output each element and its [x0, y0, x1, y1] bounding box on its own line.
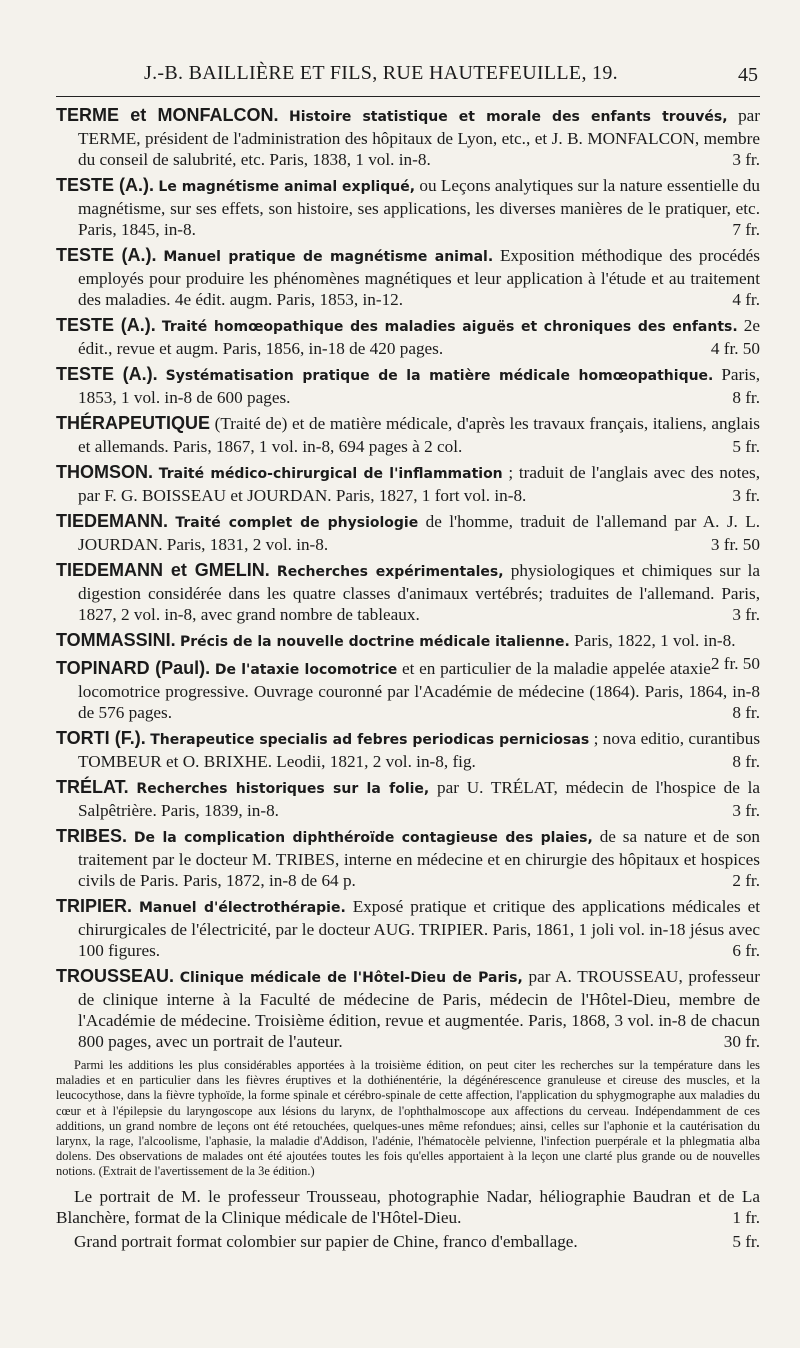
entry-text: (Traité de) et de matière médicale, d'après les travaux français, italiens, anglais et allemands. Paris, 1867, 1 vol. in-8, 694 pages à 2 col. — [78, 414, 760, 456]
catalog-entry — [56, 511, 760, 555]
grand-portrait-text: Grand portrait format colombier sur papier de Chine, franco d'emballage. — [74, 1231, 578, 1251]
portrait-offer — [56, 1186, 760, 1228]
entry-author: TOMMASSINI. — [56, 630, 176, 650]
entry-title: Traité homœopathique des maladies aiguës et chroniques des enfants. — [161, 319, 738, 335]
catalog-entry — [56, 966, 760, 1052]
catalog-entry — [56, 105, 760, 170]
entry-text: Exposition méthodique des procédés employés pour produire les phénomènes magnétiques et leur application à l'étude et au traitement des maladies. 4e édit. augm. Paris, 1853, in-12. — [78, 246, 760, 309]
entry-price: 4 fr. 50 — [710, 339, 760, 358]
entry-title: Recherches expérimentales, — [276, 564, 504, 580]
entry-title: Traité médico-chirurgical de l'inflammation — [158, 466, 503, 482]
portrait-price: 1 fr. — [732, 1207, 760, 1227]
catalog-entry — [56, 364, 760, 408]
entry-price: 3 fr. — [732, 605, 760, 624]
entry-price: 2 fr. 50 — [710, 654, 760, 673]
portrait-text: Le portrait de M. le professeur Trousseau, photographie Nadar, héliographie Baudran et de La Blanchère, format de la Clinique médicale de l'Hôtel-Dieu. — [56, 1186, 760, 1227]
entry-text: Exposé pratique et critique des applications médicales et chirurgicales de l'électricité, par le docteur AUG. TRIPIER. Paris, 1861, 1 joli vol. in-18 jésus avec 100 figures. — [78, 897, 761, 960]
entry-author: TRÉLAT. — [56, 777, 129, 797]
grand-portrait-offer — [56, 1231, 760, 1252]
entry-price: 4 fr. — [732, 290, 760, 309]
catalog-entry — [56, 658, 760, 723]
entry-author: TRIPIER. — [56, 896, 133, 916]
entry-text: de sa nature et de son traitement par le docteur M. TRIBES, interne en médecine et en chirurgie des hôpitaux et hospices civils de Paris. Paris, 1872, in-8 de 64 p. — [78, 827, 761, 890]
entry-price: 3 fr. 50 — [710, 535, 760, 554]
entry-title: Le magnétisme animal expliqué, — [158, 179, 416, 195]
entry-price: 8 fr. — [732, 703, 760, 722]
page-header — [56, 52, 760, 97]
edition-note: Parmi les additions les plus considérables apportées à la troisième édition, on peut citer les recherches sur la température dans les maladies et en particulier dans les fièvres éruptives et la dothiénentérie, la dégénérescence granuleuse et cireuse des muscles, et la leucocythose, dans la fièvre typhoïde, la forme spinale et cérébro-spinale de cette affection, l'application du sphygmographe aux maladies du cœur et à l'épilepsie du laryngoscope aux lésions du larynx, de l'ophthalmoscope aux affections du cerveau. Indépendamment de ces additions, un grand nombre de leçons ont été retouchées, quelques-unes même refondues; ainsi, celles sur l'aphonie et la cautérisation du larynx, la rage, l'alcoolisme, l'aphasie, la maladie d'Addison, l'adénie, l'hématocèle pelvienne, l'infection puerpérale et la phlegmatia alba dolens. Des observations de malades ont été ajoutées toutes les fois qu'elles apportaient à la leçon une clarté plus grande ou de nouvelles notions. (Extrait de l'avertissement de la 3e édition.) — [56, 1058, 760, 1179]
entry-text: ; traduit de l'anglais avec des notes, par F. G. BOISSEAU et JOURDAN. Paris, 1827, 1 fort vol. in-8. — [78, 463, 761, 505]
catalog-entries — [56, 105, 760, 1052]
entry-text: Paris, 1822, 1 vol. in-8. — [569, 631, 736, 650]
entry-price: 7 fr. — [732, 220, 760, 239]
entry-price: 3 fr. — [732, 801, 760, 820]
catalog-entry — [56, 175, 760, 240]
catalog-entry — [56, 826, 760, 891]
entry-text: par TERME, président de l'administration des hôpitaux de Lyon, etc., et J. B. MONFALCON, membre du conseil de salubrité, etc. Paris, 1838, 1 vol. in-8. — [78, 106, 761, 169]
entry-author: TESTE (A.). — [56, 364, 158, 384]
catalog-entry — [56, 315, 760, 359]
entry-text: Paris, 1853, 1 vol. in-8 de 600 pages. — [78, 365, 761, 407]
entry-author: TIEDEMANN. — [56, 511, 168, 531]
entry-text: physiologiques et chimiques sur la digestion considérée dans les quatre classes d'animaux vertébrés; traduites de l'allemand. Paris, 1827, 2 vol. in-8, avec grand nombre de tableaux. — [78, 561, 760, 624]
entry-price: 6 fr. — [732, 941, 760, 960]
entry-title: Systématisation pratique de la matière médicale homœopathique. — [165, 368, 714, 384]
catalog-entry — [56, 462, 760, 506]
entry-author: THOMSON. — [56, 462, 153, 482]
entry-price: 30 fr. — [723, 1032, 760, 1051]
entry-author: TOPINARD (Paul). — [56, 658, 211, 678]
entry-title: De l'ataxie locomotrice — [214, 662, 398, 678]
entry-title: Histoire statistique et morale des enfants trouvés, — [288, 109, 728, 125]
catalog-entry — [56, 560, 760, 625]
entry-title: De la complication diphthéroïde contagieuse des plaies, — [133, 830, 593, 846]
entry-author: TESTE (A.). — [56, 315, 156, 335]
entry-price: 8 fr. — [732, 388, 760, 407]
catalog-entry — [56, 413, 760, 457]
page-number: 45 — [738, 64, 758, 86]
catalog-entry — [56, 728, 760, 772]
entry-text: par U. TRÉLAT, médecin de l'hospice de la Salpêtrière. Paris, 1839, in-8. — [78, 778, 760, 820]
running-head: J.-B. BAILLIÈRE ET FILS, RUE HAUTEFEUILLE, 19. — [144, 62, 618, 84]
entry-text: par A. TROUSSEAU, professeur de clinique interne à la Faculté de médecine de Paris, médecin de l'Hôtel-Dieu, membre de l'Académie de médecine. Troisième édition, revue et augmentée. Paris, 1868, 3 vol. in-8 de chacun 800 pages, avec un portrait de l'auteur. — [78, 967, 760, 1051]
entry-author: TORTI (F.). — [56, 728, 146, 748]
entry-price: 3 fr. — [732, 150, 760, 169]
entry-text: 2e édit., revue et augm. Paris, 1856, in-18 de 420 pages. — [78, 316, 761, 358]
entry-title: Manuel pratique de magnétisme animal. — [163, 249, 494, 265]
entry-title: Recherches historiques sur la folie, — [136, 781, 430, 797]
catalog-entry — [56, 896, 760, 961]
entry-author: TERME et MONFALCON. — [56, 105, 279, 125]
entry-text: ; nova editio, curantibus TOMBEUR et O. BRIXHE. Leodii, 1821, 2 vol. in-8, fig. — [78, 729, 761, 771]
entry-author: TROUSSEAU. — [56, 966, 175, 986]
entry-author: TRIBES. — [56, 826, 128, 846]
entry-text: de l'homme, traduit de l'allemand par A. J. L. JOURDAN. Paris, 1831, 2 vol. in-8. — [78, 512, 761, 554]
entry-author: TESTE (A.). — [56, 245, 157, 265]
entry-text: ou Leçons analytiques sur la nature essentielle du magnétisme, sur ses effets, son histoire, ses applications, les diverses manières de le pratiquer, etc. Paris, 1845, in-8. — [78, 176, 760, 239]
entry-price: 2 fr. — [732, 871, 760, 890]
entry-title: Traité complet de physiologie — [175, 515, 419, 531]
entry-price: 8 fr. — [732, 752, 760, 771]
entry-text: et en particulier de la maladie appelée ataxie locomotrice progressive. Ouvrage couronné par l'Académie de médecine (1864). Paris, 1864, in-8 de 576 pages. — [78, 659, 760, 722]
entry-author: THÉRAPEUTIQUE — [56, 413, 211, 433]
entry-price: 3 fr. — [732, 486, 760, 505]
catalog-entry — [56, 777, 760, 821]
entry-title: Clinique médicale de l'Hôtel-Dieu de Paris, — [179, 970, 523, 986]
catalog-entry — [56, 245, 760, 310]
entry-author: TESTE (A.). — [56, 175, 155, 195]
entry-price: 5 fr. — [732, 437, 760, 456]
entry-title: Précis de la nouvelle doctrine médicale italienne. — [179, 634, 570, 650]
entry-title: Manuel d'électrothérapie. — [138, 900, 346, 916]
grand-portrait-price: 5 fr. — [732, 1231, 760, 1251]
entry-author: TIEDEMANN et GMELIN. — [56, 560, 270, 580]
entry-title: Therapeutice specialis ad febres periodicas perniciosas — [150, 732, 590, 748]
